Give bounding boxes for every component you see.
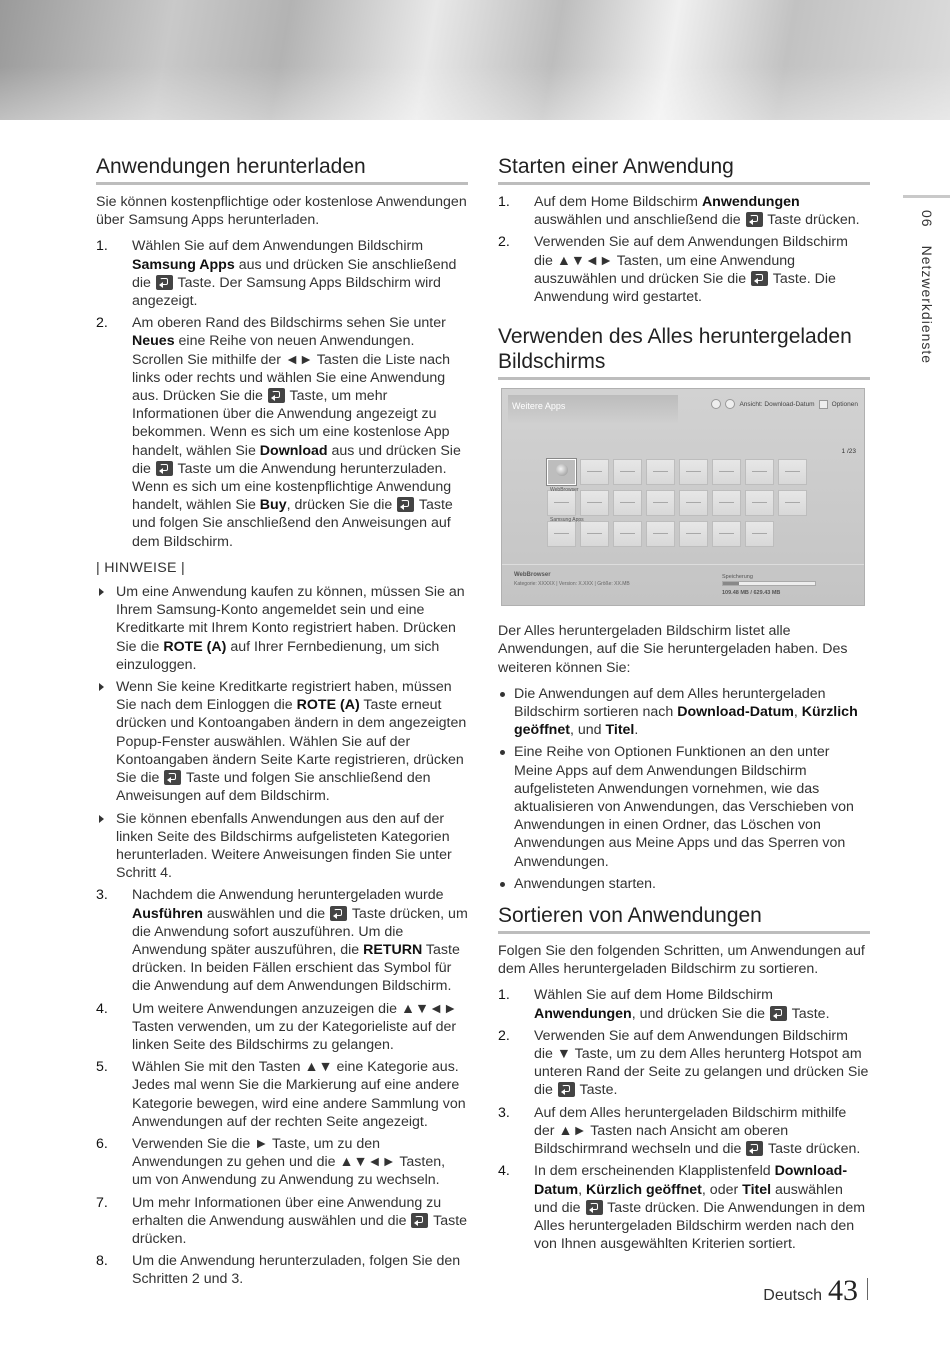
intro-paragraph: Sie können kostenpflichtige oder kostenlose Anwendungen über Samsung Apps herunterladen.: [96, 194, 467, 229]
app-tile-selected: [547, 459, 576, 485]
footer-separator: [867, 1278, 868, 1300]
tile-label-samsung-apps: Samsung Apps: [550, 517, 584, 524]
storage-progress-fill: [723, 582, 739, 585]
enter-button-icon: [164, 770, 181, 785]
bullet-dot-icon: [500, 750, 505, 755]
right-column: [498, 154, 870, 1259]
start-step-1: 1. Auf dem Home Bildschirm Anwendungen auswählen und anschließend die Taste drücken.: [498, 194, 860, 229]
footer-language: Deutsch: [763, 1287, 822, 1304]
page-number: 43: [828, 1274, 858, 1307]
step-1: 1. Wählen Sie auf dem Anwendungen Bildschirm Samsung Apps aus und drücken Sie anschließend die Taste. Der Samsung Apps Bildschirm wird angezeigt.: [96, 238, 457, 310]
a-button-icon: [725, 399, 735, 409]
download-steps-continued: [96, 886, 468, 1288]
all-downloaded-screen-illustration: [501, 388, 865, 606]
chapter-tab: [918, 210, 936, 364]
screen-title: Weitere Apps: [508, 395, 678, 423]
enter-button-icon: [558, 1082, 575, 1097]
bullet-dot-icon: [500, 692, 505, 697]
enter-button-icon: [746, 1141, 763, 1156]
step-7: 7. Um mehr Informationen über eine Anwendung zu erhalten die Anwendung auswählen und die Taste drücken.: [96, 1194, 468, 1247]
selected-app-name: WebBrowser: [514, 572, 551, 579]
note-item: Um eine Anwendung kaufen zu können, müssen Sie an Ihrem Samsung-Konto angemeldet sein und eine Kreditkarte mit Ihrem Konto registriert haben. Drücken Sie die ROTE (A) auf Ihrer Fernbedienung, um sich einzuloggen.: [96, 583, 468, 674]
step-8: 8. Um die Anwendung herunterzuladen, folgen Sie den Schritten 2 und 3.: [96, 1253, 461, 1288]
enter-button-icon: [156, 275, 173, 290]
heading-download-apps: Anwendungen herunterladen: [96, 154, 468, 185]
enter-button-icon: [330, 906, 347, 921]
storage-progress-bar: [722, 581, 816, 586]
options-label: Optionen: [831, 400, 858, 408]
chapter-title: Netzwerkdienste: [919, 245, 936, 365]
screen-page-indicator: 1 /23: [841, 448, 856, 456]
left-column: [96, 154, 468, 1295]
list-item: Anwendungen starten.: [498, 875, 870, 893]
step-6: 6. Verwenden Sie die ► Taste, um zu den Anwendungen zu gehen und die ▲▼◄► Tasten, um von Anwendung zu Anwendung zu wechseln.: [96, 1135, 446, 1189]
enter-button-icon: [268, 388, 285, 403]
sort-step-4: 4. In dem erscheinenden Klapplistenfeld Download-Datum, Kürzlich geöffnet, oder Titel auswählen und die Taste drücken. Die Anwendungen in dem Alles heruntergeladen Bildschirm werden nach den von Ihnen ausgewählten Kriterien sortiert.: [498, 1163, 866, 1253]
heading-sort-apps: Sortieren von Anwendungen: [498, 903, 870, 934]
heading-all-downloaded: Verwenden des Alles heruntergeladen Bildschirms: [498, 324, 870, 380]
sort-intro: Folgen Sie den folgenden Schritten, um Anwendungen auf dem Alles heruntergeladen Bildschirm zu sortieren.: [498, 943, 865, 978]
step-2: 2. Am oberen Rand des Bildschirms sehen Sie unter Neues eine Reihe von neuen Anwendungen. Scrollen Sie mithilfe der ◄► Tasten die Liste nach links oder rechts und wählen Sie eine Anwendung aus. Drücken Sie die Taste, um mehr Informationen über die Anwendung angezeigt zu bekommen. Wenn es sich um eine kostenlose App handelt, wählen Sie Download aus und drücken Sie die Taste um die Anwendung herunterzuladen. Wenn es sich um eine kostenpflichtige Anwendung handelt, wählen Sie Buy, drücken Sie die Taste und folgen Sie anschließend den Anweisungen auf dem Bildschirm.: [96, 315, 461, 550]
capabilities-list: [498, 685, 870, 893]
notes-heading: | HINWEISE |: [96, 559, 186, 576]
note-item: Sie können ebenfalls Anwendungen aus den auf der linken Seite des Bildschirms aufgelisteten Kategorien herunterladen. Weitere Anweisungen finden Sie unter Schritt 4.: [96, 810, 468, 883]
app-tile-grid: [514, 459, 807, 547]
start-steps: [498, 193, 870, 306]
screen-info-bar: [502, 564, 864, 605]
screen-options-bar: [711, 399, 858, 409]
sort-step-1: 1. Wählen Sie auf dem Home Bildschirm Anwendungen, und drücken Sie die Taste.: [498, 987, 830, 1022]
start-step-2: 2. Verwenden Sie auf dem Anwendungen Bildschirm die ▲▼◄► Tasten, um eine Anwendung auszuwählen und drücken Sie die Taste. Die Anwendung wird gestartet.: [498, 234, 848, 306]
chapter-sidebar: [903, 195, 936, 375]
notes-list: [96, 583, 468, 882]
tools-icon: [819, 400, 828, 409]
heading-start-app: Starten einer Anwendung: [498, 154, 870, 185]
page-footer: [763, 1274, 868, 1307]
triangle-bullet-icon: [99, 588, 104, 596]
enter-button-icon: [397, 497, 414, 512]
bullet-dot-icon: [500, 882, 505, 887]
view-label: Ansicht: Download-Datum: [739, 400, 815, 408]
sort-steps: [498, 986, 870, 1253]
step-3: 3. Nachdem die Anwendung heruntergeladen wurde Ausführen auswählen und die Taste drücken, um die Anwendung sofort auszuführen. Um die Anwendung später auszuführen, die RETURN Taste drücken. In beiden Fällen erschient das Symbol für die Anwendung auf dem Anwendungen Bildschirm.: [96, 887, 468, 995]
download-steps: [96, 237, 468, 550]
triangle-bullet-icon: [99, 683, 104, 691]
enter-button-icon: [751, 271, 768, 286]
header-gradient-band: [0, 0, 950, 120]
chapter-divider: [903, 195, 950, 198]
sort-step-2: 2. Verwenden Sie auf dem Anwendungen Bildschirm die ▼ Taste, um zu dem Alles herunterg Hotspot am unteren Rand der Seite zu gelangen und drücken Sie die Taste.: [498, 1027, 869, 1099]
all-downloaded-description: Der Alles heruntergeladen Bildschirm listet alle Anwendungen, auf die Sie heruntergeladen haben. Des weiteren können Sie:: [498, 623, 848, 676]
tile-label-webbrowser: WebBrowser: [550, 487, 579, 494]
list-item: Eine Reihe von Optionen Funktionen an den unter Meine Apps auf dem Anwendungen Bildschirm aufgelisteten Anwendungen vornehmen, wie das aktualisieren von Anwendungen, das Verschieben von Anwendungen in einen Ordner, das Löschen von Anwendungen aus Meine Apps und das Sperren von Anwendungen.: [498, 743, 870, 870]
step-4: 4. Um weitere Anwendungen anzuzeigen die ▲▼◄► Tasten verwenden, um zu der Kategorieliste auf der linken Seite des Bildschirms zu gelangen.: [96, 1000, 458, 1053]
sort-step-3: 3. Auf dem Alles heruntergeladen Bildschirm mithilfe der ▲► Tasten nach Ansicht am oberen Bildschirmrand wechseln und die Taste drücken.: [498, 1104, 861, 1158]
triangle-bullet-icon: [99, 815, 104, 823]
chapter-number: 06: [919, 210, 936, 228]
selected-app-meta: Kategorie: XXXXX | Version: X.XXX | Größe: XX.MB: [514, 581, 630, 588]
note-item: Wenn Sie keine Kreditkarte registriert haben, müssen Sie nach dem Einloggen die ROTE (A) Taste erneut drücken und Kontoangaben ändern in dem angezeigten Popup-Fenster auswählen. Wählen Sie auf der Kontoangaben ändern Seite Karte registrieren, drücken Sie die Taste und folgen Sie anschließend den Anweisungen auf dem Bildschirm.: [96, 678, 468, 805]
enter-button-icon: [411, 1213, 428, 1228]
globe-icon: [556, 464, 568, 476]
enter-button-icon: [586, 1200, 603, 1215]
storage-label: Speicherung: [722, 574, 753, 581]
enter-button-icon: [770, 1006, 787, 1021]
user-icon: [711, 399, 721, 409]
step-5: 5. Wählen Sie mit den Tasten ▲▼ eine Kategorie aus. Jedes mal wenn Sie die Markierung auf eine andere Kategorie bewegen, wird eine andere Sammlung von Anwendungen auf der rechten Seite angezeigt.: [96, 1059, 466, 1130]
enter-button-icon: [746, 212, 763, 227]
storage-values: 109.48 MB / 629.43 MB: [722, 590, 781, 597]
enter-button-icon: [156, 461, 173, 476]
list-item: Die Anwendungen auf dem Alles heruntergeladen Bildschirm sortieren nach Download-Datum, Kürzlich geöffnet, und Titel.: [498, 685, 870, 740]
